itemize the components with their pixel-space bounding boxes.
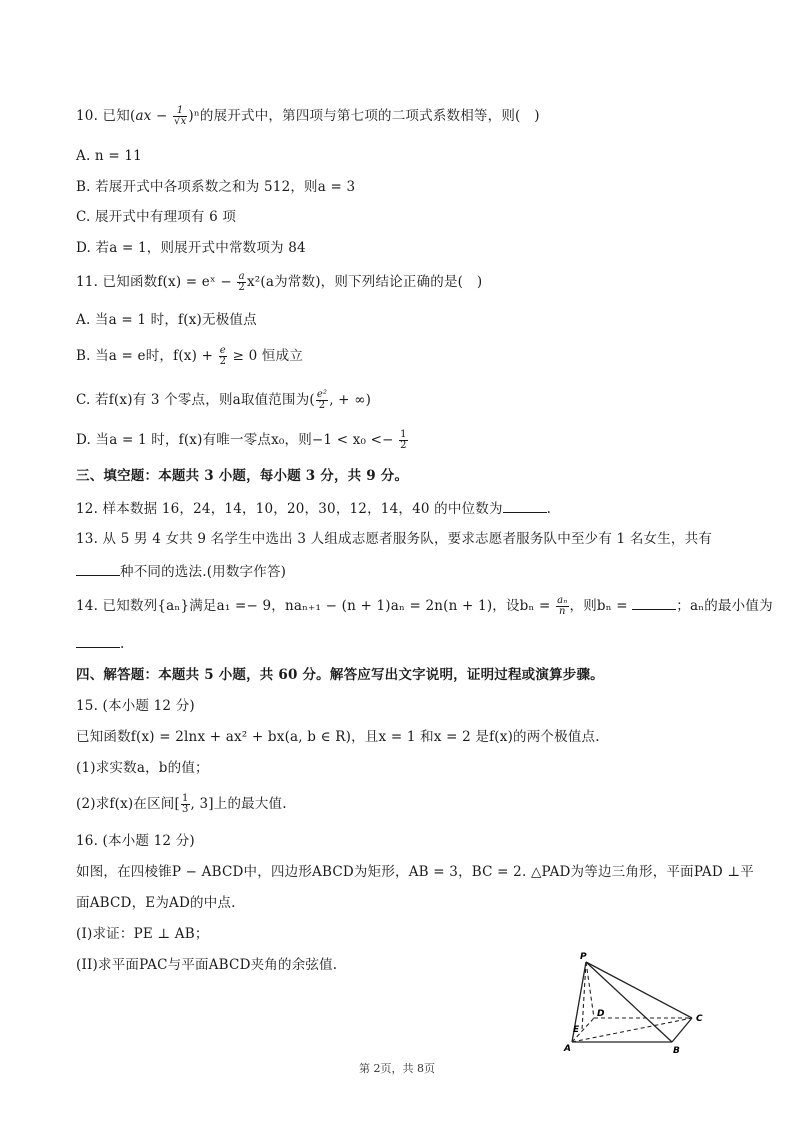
q13-line-2: 种不同的选法.(用数字作答): [76, 562, 286, 582]
q10-option-b: B. 若展开式中各项系数之和为 512，则a = 3: [76, 179, 356, 195]
q16-title: 16. (本小题 12 分): [76, 833, 195, 849]
q11-option-b: B. 当a = e时，f(x) + $\frac{e}{2}$ ≥ 0 恒成立: [76, 345, 304, 367]
q15-title: 15. (本小题 12 分): [76, 698, 195, 714]
label-e: E: [573, 1025, 580, 1035]
q11-option-c: C. 若f(x)有 3 个零点，则a取值范围为( $\frac{\text{e²}}{2}$ , + ∞): [76, 389, 372, 411]
q10-option-d: D. 若a = 1，则展开式中常数项为 84: [76, 240, 306, 256]
section-3-heading: 三、填空题：本题共 3 小题，每小题 3 分，共 9 分。: [76, 468, 409, 484]
label-p: P: [580, 952, 587, 962]
q10-stem: 10. 已知(ax − $\frac{1}{√x}$ )ⁿ的展开式中，第四项与第七项的二项式系数相等，则( ): [76, 105, 540, 127]
pyramid-figure: [560, 950, 720, 1060]
q15-part-1: (1)求实数a，b的值；: [76, 760, 209, 776]
q11-fraction: $\frac{a}{2}$: [238, 271, 245, 293]
q14-line-2: .: [76, 634, 125, 654]
section-4-heading: 四、解答题：本题共 5 小题，共 60 分。解答应写出文字说明，证明过程或演算步骤。: [76, 667, 604, 683]
q11-option-d: D. 当a = 1 时，f(x)有唯一零点x₀，则−1 < x₀ <− $\frac{1}{2}$: [76, 429, 407, 451]
q16-part-1: (I)求证：PE ⊥ AB；: [76, 926, 209, 942]
q15-stem: 已知函数f(x) = 2lnx + ax² + bx(a, b ∈ R)，且x = 1 和x = 2 是f(x)的两个极值点.: [76, 729, 600, 745]
answer-blank[interactable]: [76, 563, 120, 576]
label-b: B: [673, 1046, 680, 1056]
q13-line-1: 13. 从 5 男 4 女共 9 名学生中选出 3 人组成志愿者服务队，要求志愿者服务队中至少有 1 名女生，共有: [76, 531, 713, 547]
label-c: C: [696, 1014, 703, 1024]
label-d: D: [597, 1009, 605, 1019]
q10-option-c: C. 展开式中有理项有 6 项: [76, 209, 237, 225]
q11-stem: 11. 已知函数f(x) = eˣ − $\frac{a}{2}$ x²(a为常数)，则下列结论正确的是( ): [76, 271, 483, 293]
answer-blank[interactable]: [632, 597, 676, 610]
q14-line-1: 14. 已知数列{aₙ}满足a₁ =− 9，naₙ₊₁ − (n + 1)aₙ = 2n(n + 1)，设bₙ = $\frac{\text{aₙ}}{n}$ ，则bₙ = ；aₙ的最小值为: [76, 595, 773, 617]
answer-blank[interactable]: [76, 635, 120, 648]
q10-fraction: $\frac{1}{√x}$: [174, 105, 187, 127]
page-footer: 第 2页，共 8页: [359, 1062, 435, 1075]
label-a: A: [564, 1044, 571, 1054]
q16-line-2: 面ABCD，E为AD的中点.: [76, 895, 236, 911]
q12-stem: 12. 样本数据 16，24，14，10，20，30，12，14，40 的中位数为 .: [76, 501, 552, 517]
q11-option-a: A. 当a = 1 时，f(x)无极值点: [76, 312, 257, 328]
q16-line-1: 如图，在四棱锥P − ABCD中，四边形ABCD为矩形，AB = 3，BC = 2. △PAD为等边三角形，平面PAD ⊥平: [76, 864, 754, 880]
q15-part-2: (2)求f(x)在区间[ $\frac{1}{3}$ , 3]上的最大值.: [76, 793, 287, 815]
answer-blank[interactable]: [503, 500, 547, 513]
q16-part-2: (II)求平面PAC与平面ABCD夹角的余弦值.: [76, 957, 338, 973]
q10-option-a: A. n = 11: [76, 148, 142, 164]
